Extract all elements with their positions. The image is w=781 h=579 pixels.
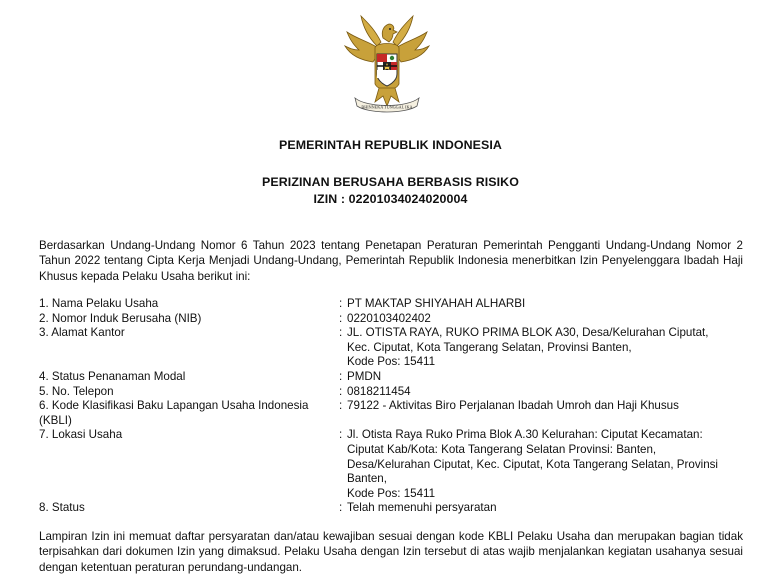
field-row [39, 297, 749, 312]
field-row [39, 370, 749, 385]
field-colon: : [339, 369, 343, 383]
field-row [39, 399, 749, 428]
field-row [39, 385, 749, 400]
field-label: 7. Lokasi Usaha [39, 428, 123, 442]
closing-paragraph: Lampiran Izin ini memuat daftar persyaratan dan/atau kewajiban sesuai dengan kode KBLI Pelaku Usaha dan merupakan bagian tidak terpisahkan dari dokumen Izin yang dimaksud. Pelaku Usaha dengan Izin tersebut di atas wajib menjalankan kegiatan usahanya sesuai dengan ketentuan peraturan perundang-undangan. [39, 530, 743, 574]
svg-text:BHINNEKA TUNGGAL IKA: BHINNEKA TUNGGAL IKA [361, 104, 413, 110]
value-line: JL. OTISTA RAYA, RUKO PRIMA BLOK A30, Desa/Kelurahan Ciputat, [347, 326, 709, 340]
value-line: Kode Pos: 15411 [347, 486, 436, 500]
field-label: 1. Nama Pelaku Usaha [39, 297, 159, 310]
field-row [39, 326, 749, 370]
garuda-pancasila-emblem-icon [337, 12, 437, 116]
value-line: 0220103402402 [347, 311, 431, 325]
government-title: PEMERINTAH REPUBLIK INDONESIA [279, 138, 502, 152]
field-value [347, 385, 749, 400]
field-row [39, 501, 749, 516]
value-line: Kec. Ciputat, Kota Tangerang Selatan, Provinsi Banten, [347, 340, 632, 354]
field-row [39, 312, 749, 327]
value-line: Desa/Kelurahan Ciputat, Kec. Ciputat, Kota Tangerang Selatan, Provinsi [347, 457, 719, 471]
label-line: (KBLI) [39, 413, 72, 427]
value-line: Jl. Otista Raya Ruko Prima Blok A.30 Kelurahan: Ciputat Kecamatan: [347, 428, 703, 442]
field-label [39, 399, 339, 428]
value-line: 79122 - Aktivitas Biro Perjalanan Ibadah Umroh dan Haji Khusus [347, 399, 679, 413]
field-value [347, 326, 749, 370]
field-colon: : [339, 428, 343, 442]
field-value [347, 370, 749, 385]
field-label: 5. No. Telepon [39, 384, 114, 398]
field-colon: : [339, 384, 343, 398]
field-label: 8. Status [39, 501, 85, 515]
field-value [347, 399, 749, 428]
label-line: 6. Kode Klasifikasi Baku Lapangan Usaha Indonesia [39, 399, 309, 413]
field-label: 2. Nomor Induk Berusaha (NIB) [39, 311, 202, 325]
value-line: Kode Pos: 15411 [347, 355, 436, 369]
intro-paragraph: Berdasarkan Undang-Undang Nomor 6 Tahun 2023 tentang Penetapan Peraturan Pemerintah Pengganti Undang-Undang Nomor 2 Tahun 2022 tentang Cipta Kerja Menjadi Undang-Undang, Pemerintah Republik Indonesia menerbitkan Izin Penyelenggara Ibadah Haji Khusus kepada Pelaku Usaha berikut ini: [39, 239, 743, 283]
field-colon: : [339, 399, 343, 413]
value-line: Telah memenuhi persyaratan [347, 501, 497, 515]
field-colon: : [339, 311, 343, 325]
value-line: PT MAKTAP SHIYAHAH ALHARBI [347, 297, 526, 310]
value-line: PMDN [347, 369, 382, 383]
business-details [39, 297, 749, 516]
value-line: Ciputat Kab/Kota: Kota Tangerang Selatan Provinsi: Banten, [347, 442, 657, 456]
field-label: 4. Status Penanaman Modal [39, 369, 186, 383]
field-value [347, 501, 749, 516]
permit-number: IZIN : 02201034024020004 [313, 192, 468, 206]
field-value [347, 312, 749, 327]
field-label: 3. Alamat Kantor [39, 326, 125, 340]
field-colon: : [339, 297, 343, 310]
field-value [347, 428, 749, 501]
field-colon: : [339, 326, 343, 340]
field-value [347, 297, 749, 312]
value-line: 0818211454 [347, 384, 411, 398]
field-row [39, 428, 749, 501]
value-line: Banten, [347, 472, 387, 486]
permit-type-title: PERIZINAN BERUSAHA BERBASIS RISIKO [262, 175, 519, 189]
field-colon: : [339, 501, 343, 515]
